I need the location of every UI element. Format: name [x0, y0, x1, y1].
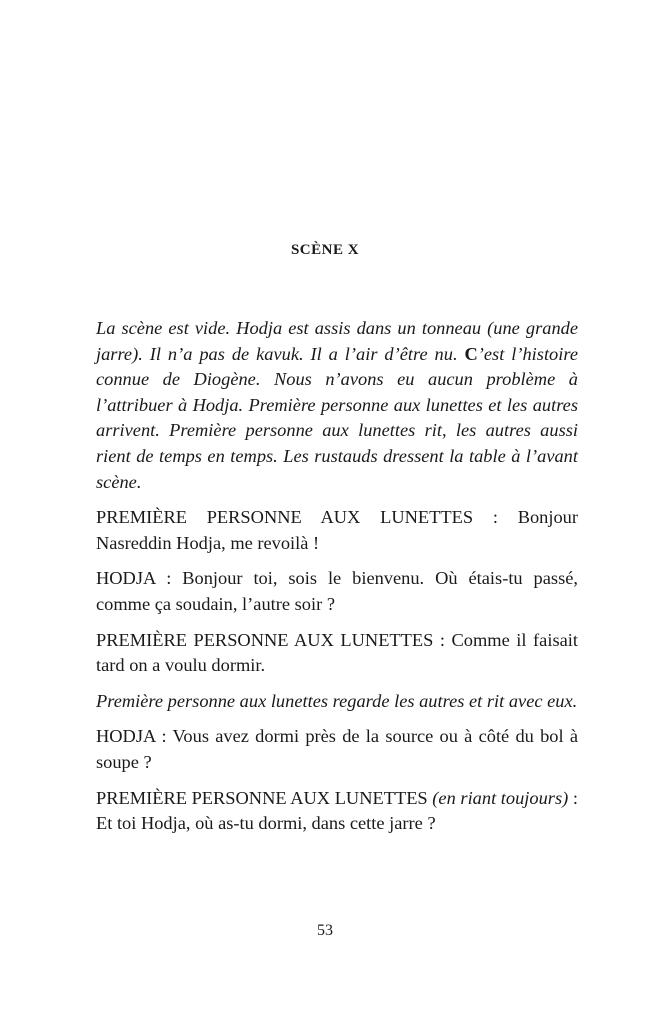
stage-direction-text-2: ’est l’histoire connue de Diogène. Nous n’avons eu aucun problème à l’attribuer à Hodja. Première personne aux lunettes et les autres arrivent. Première personne aux lunettes rit, les autres aussi rient de temps en temps. Les rustauds dressent la table à l’avant scène. [96, 343, 578, 492]
bold-letter: C [464, 343, 478, 364]
dialogue-line-5 [96, 786, 578, 837]
dialogue-line-3: PREMIÈRE PERSONNE AUX LUNETTES : Comme il faisait tard on a voulu dormir. [96, 629, 578, 676]
stage-direction-laugh: Première personne aux lunettes regarde les autres et rit avec eux. [96, 690, 578, 711]
dialogue-line-1: PREMIÈRE PERSONNE AUX LUNETTES : Bonjour Nasreddin Hodja, me revoilà ! [96, 507, 578, 553]
stage-direction-opening [96, 316, 578, 495]
dialogue-line-2: HODJA : Bonjour toi, sois le bienvenu. Où étais-tu passé, comme ça soudain, l’autre soir ? [96, 568, 578, 614]
scene-text [96, 316, 578, 847]
inline-stage-direction: (en riant toujours) [432, 787, 569, 808]
scene-title: SCÈNE X [290, 242, 360, 258]
page-number: 53 [317, 922, 333, 939]
dialogue-text: : Et toi Hodja, où as-tu dormi, dans cette jarre ? [96, 787, 578, 834]
speaker-name: PREMIÈRE PERSONNE AUX LUNETTES [96, 787, 433, 808]
dialogue-line-4: HODJA : Vous avez dormi près de la source ou à côté du bol à soupe ? [96, 726, 578, 772]
stage-direction-text-1: La scène est vide. Hodja est assis dans un tonneau (une grande jarre). Il n’a pas de kavuk. Il a l’air d’être nu. [96, 318, 578, 364]
